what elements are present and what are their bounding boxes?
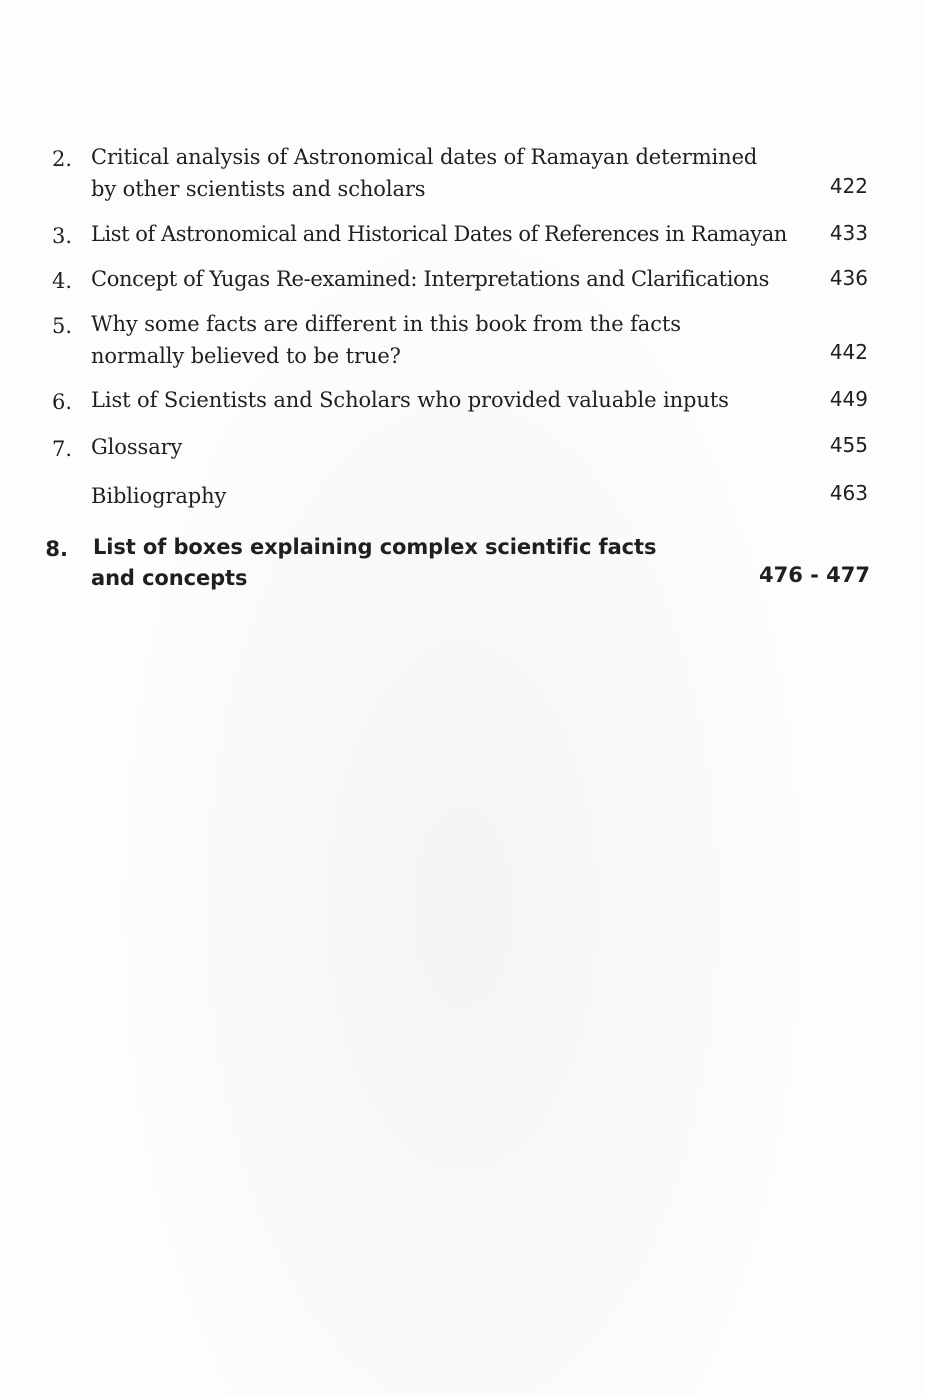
- toc-entry-page: 442: [829, 340, 868, 364]
- toc-entry-number: 3.: [51, 224, 72, 248]
- toc-entry-number: 2.: [51, 147, 72, 171]
- toc-entry-title-line: List of boxes explaining complex scientific facts: [93, 535, 657, 559]
- toc-entry-page: 436: [829, 266, 868, 290]
- toc-entry-page: 449: [829, 387, 868, 411]
- toc-entry-title-line: List of Astronomical and Historical Dates of References in Ramayan: [91, 222, 787, 246]
- toc-entry-title-line: normally believed to be true?: [91, 344, 401, 368]
- toc-entry-number: 6.: [51, 390, 72, 414]
- toc-entry-title-line: by other scientists and scholars: [91, 177, 426, 201]
- toc-entry-title-line: Bibliography: [91, 484, 227, 508]
- toc-entry-title-line: and concepts: [91, 566, 248, 590]
- toc-entry-title-line: Concept of Yugas Re-examined: Interpretations and Clarifications: [91, 267, 770, 291]
- toc-entry-page: 455: [829, 433, 868, 457]
- toc-entry-title-line: Critical analysis of Astronomical dates of Ramayan determined: [91, 145, 758, 169]
- toc-entry-title-line: Glossary: [91, 435, 183, 459]
- toc-entry-number: 5.: [51, 314, 72, 338]
- toc-entry-title-line: List of Scientists and Scholars who provided valuable inputs: [91, 388, 729, 412]
- toc-entry-page: 476 - 477: [758, 563, 870, 587]
- toc-entry-title-line: Why some facts are different in this book from the facts: [91, 312, 681, 336]
- toc-entry-number: 4.: [51, 269, 72, 293]
- toc-entry-number: 8.: [45, 537, 68, 561]
- toc-entry-page: 422: [829, 174, 868, 198]
- toc-entry-page: 433: [829, 221, 868, 245]
- toc-entry-page: 463: [829, 481, 868, 505]
- toc-entry-number: 7.: [51, 437, 72, 461]
